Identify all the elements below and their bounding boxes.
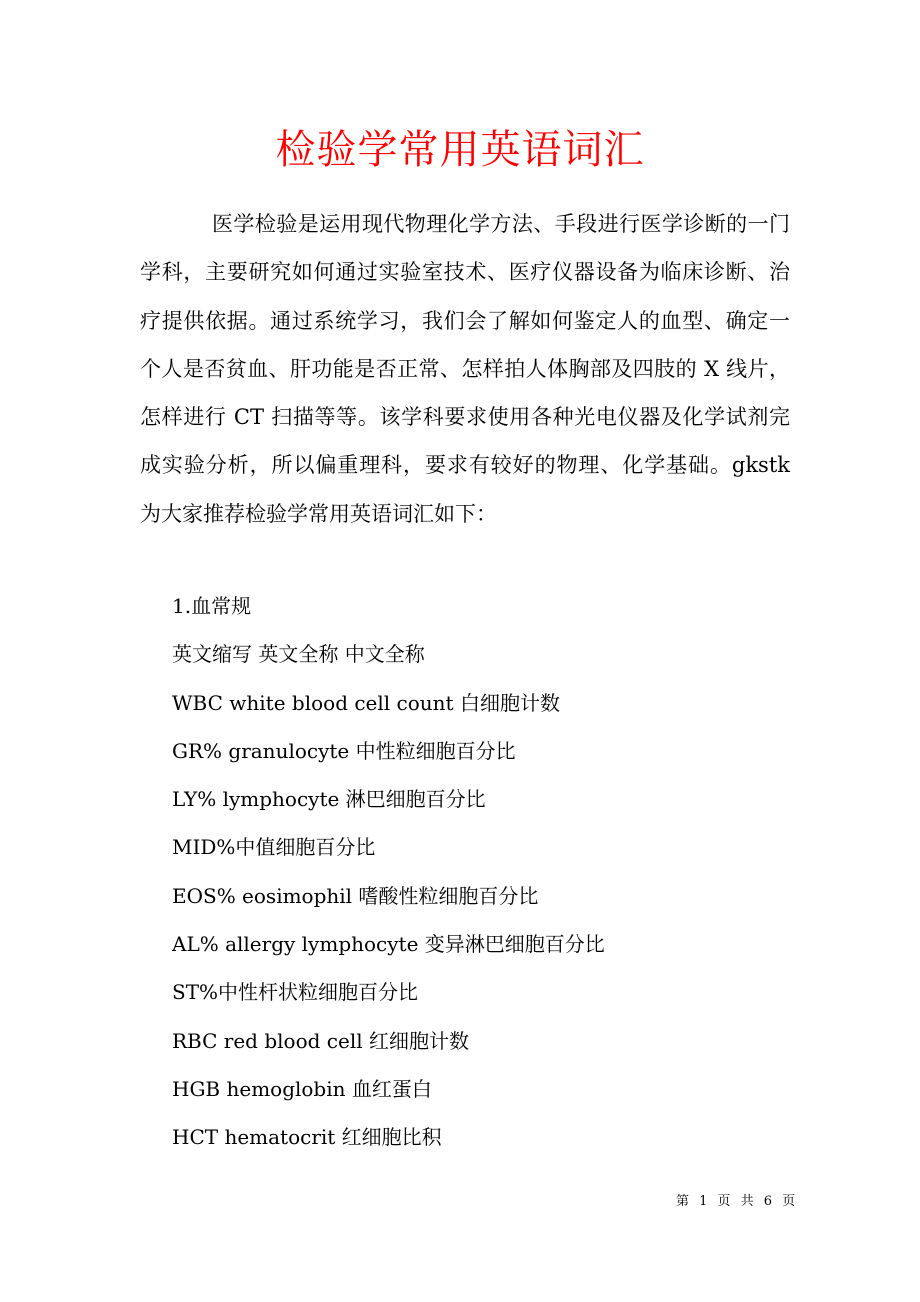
list-item: RBC red blood cell 红细胞计数	[172, 1028, 469, 1053]
vocabulary-list	[172, 582, 792, 1162]
list-item: AL% allergy lymphocyte 变异淋巴细胞百分比	[172, 932, 605, 957]
list-item: GR% granulocyte 中性粒细胞百分比	[172, 738, 516, 763]
column-header: 英文缩写 英文全称 中文全称	[172, 642, 425, 667]
list-item: MID%中值细胞百分比	[172, 835, 376, 860]
list-item: ST%中性杆状粒细胞百分比	[172, 980, 419, 1005]
list-item: LY% lymphocyte 淋巴细胞百分比	[172, 787, 486, 812]
list-item: EOS% eosimophil 嗜酸性粒细胞百分比	[172, 883, 539, 908]
list-item: HGB hemoglobin 血红蛋白	[172, 1076, 432, 1101]
intro-paragraph: 医学检验是运用现代物理化学方法、手段进行医学诊断的一门学科，主要研究如何通过实验室技术、医疗仪器设备为临床诊断、治疗提供依据。通过系统学习，我们会了解如何鉴定人的血型、确定一个人是否贫血、肝功能是否正常、怎样拍人体胸部及四肢的 X 线片，怎样进行 CT 扫描等等。该学科要求使用各种光电仪器及化学试剂完成实验分析，所以偏重理科，要求有较好的物理、化学基础。gkstk 为大家推荐检验学常用英语词汇如下：	[140, 212, 790, 526]
document-title: 检验学常用英语词汇	[275, 127, 645, 173]
list-item: HCT hematocrit 红细胞比积	[172, 1125, 442, 1150]
page-number-footer: 第 1 页 共 6 页	[676, 1194, 799, 1209]
section-heading: 1.血常规	[172, 594, 252, 618]
list-item: WBC white blood cell count 白细胞计数	[172, 690, 560, 715]
